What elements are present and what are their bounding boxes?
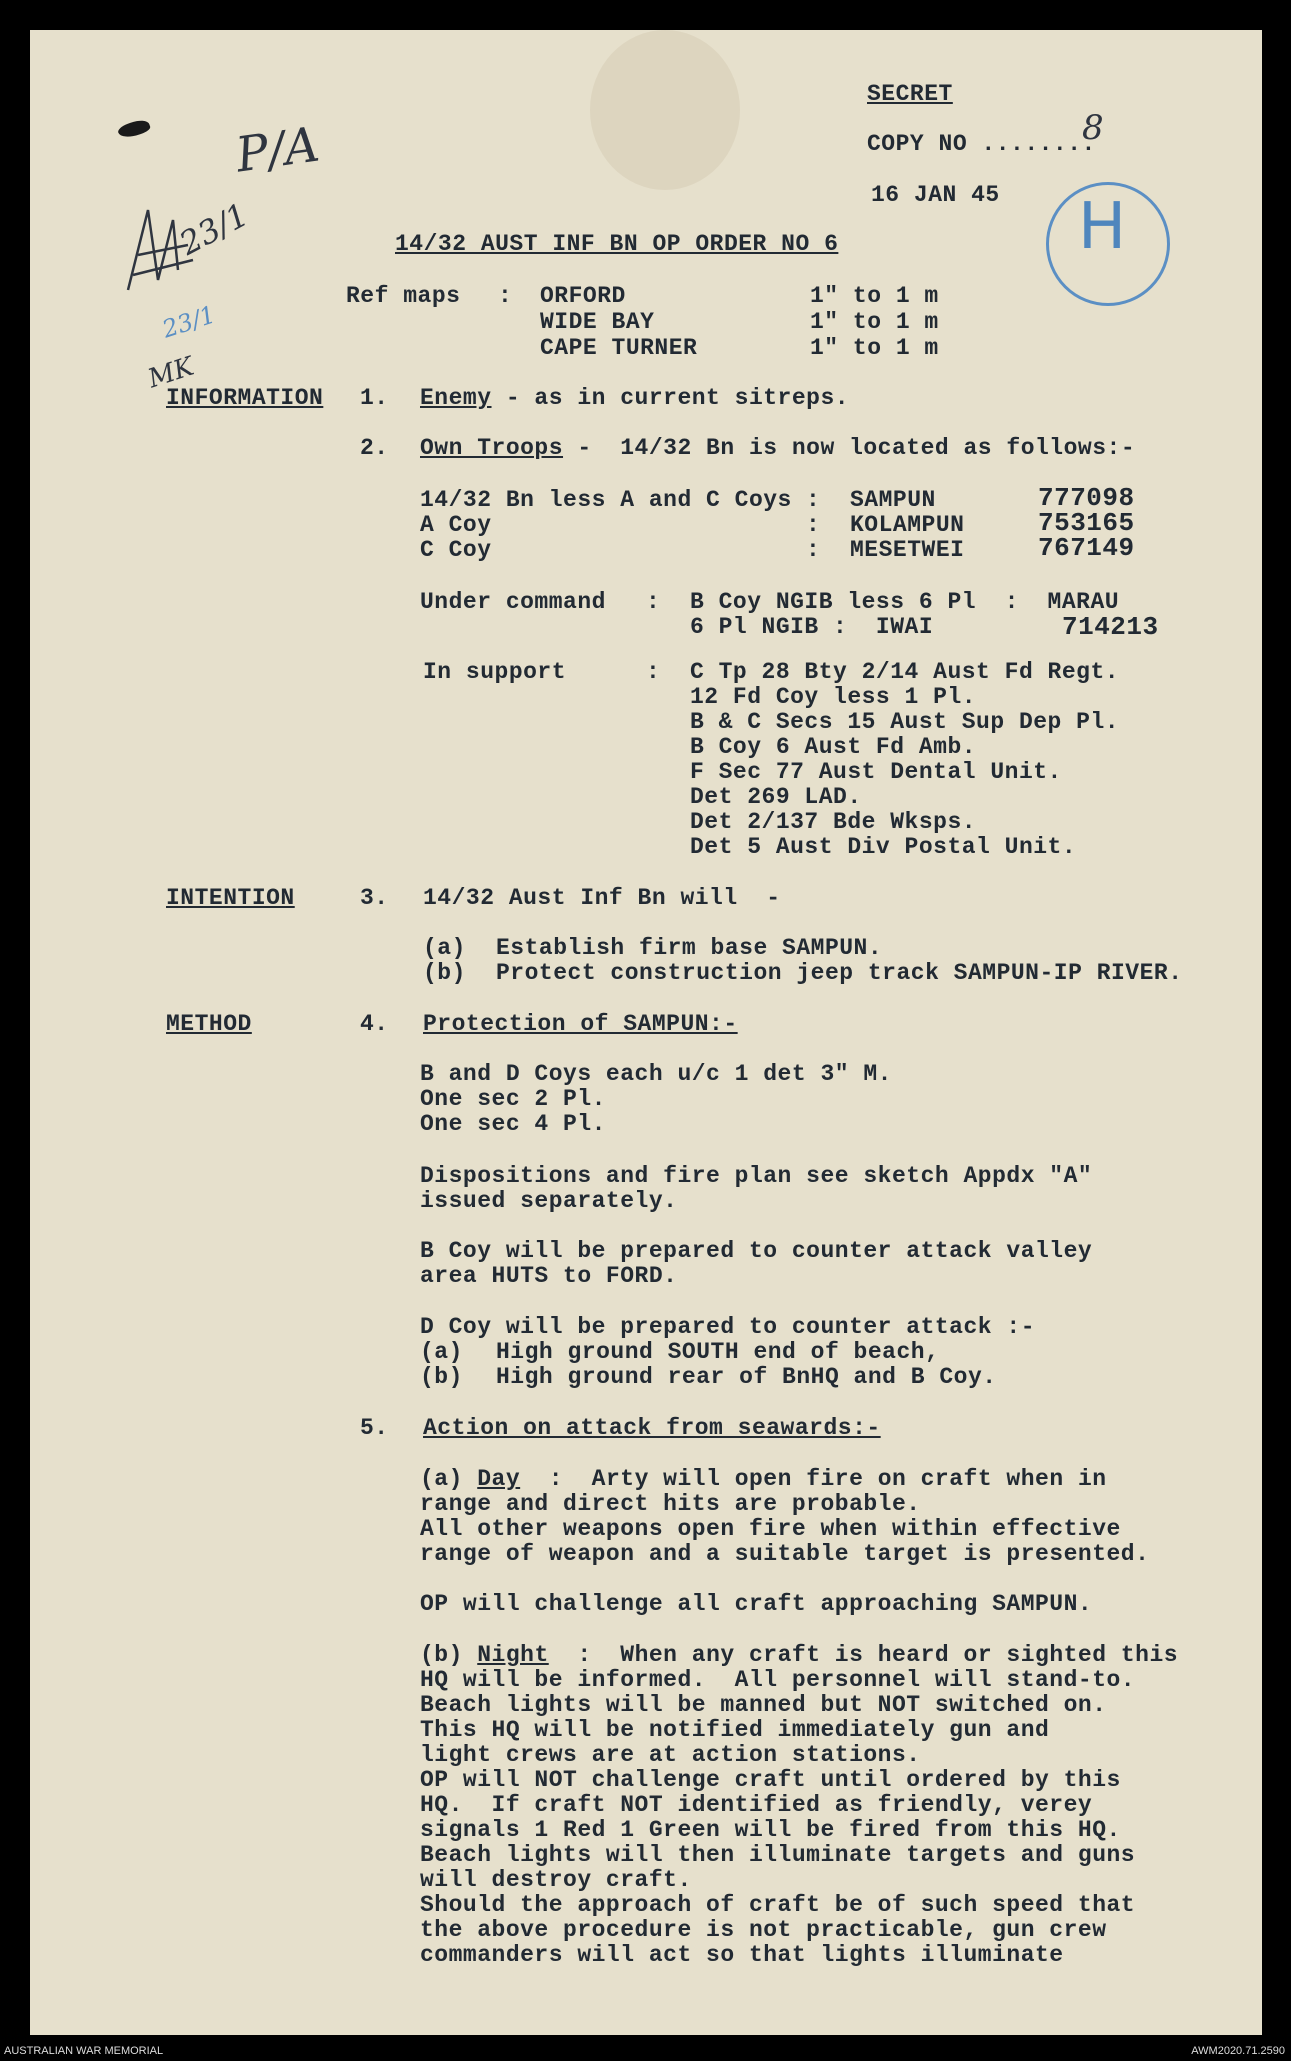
para-number: 5. <box>360 1415 389 1441</box>
method-line: B and D Coys each u/c 1 det 3" M. <box>420 1061 892 1087</box>
item-letter: (b) <box>420 1642 463 1668</box>
location-colon: : <box>806 512 821 538</box>
under-command-line: B Coy NGIB less 6 Pl : MARAU <box>690 589 1120 615</box>
under-command-ref: 714213 <box>1062 612 1159 642</box>
intention-item: Establish firm base SAMPUN. <box>496 935 883 961</box>
location-place: KOLAMPUN <box>850 512 965 538</box>
support-unit: Det 269 LAD. <box>690 784 862 810</box>
map-scale: 1" to 1 m <box>810 335 939 361</box>
day-text: : Arty will open fire on craft when in <box>520 1466 1107 1492</box>
night-line: This HQ will be notified immediately gun and <box>420 1717 1050 1743</box>
date: 16 JAN 45 <box>871 182 1000 208</box>
para-number: 2. <box>360 435 389 461</box>
paper-stain <box>590 30 740 190</box>
location-unit: C Coy <box>420 537 492 563</box>
location-ref: 767149 <box>1038 533 1135 563</box>
document-page <box>30 30 1262 2035</box>
ref-maps-label: Ref maps <box>346 283 461 309</box>
location-colon: : <box>806 537 821 563</box>
para-label: Own Troops <box>420 435 564 461</box>
copy-number-handwritten: 8 <box>1082 108 1104 148</box>
in-support-colon: : <box>646 659 661 685</box>
section-heading-method: METHOD <box>166 1011 252 1037</box>
support-unit: F Sec 77 Aust Dental Unit. <box>690 759 1062 785</box>
classification: SECRET <box>867 81 953 107</box>
op-challenge-line: OP will challenge all craft approaching SAMPUN. <box>420 1591 1093 1617</box>
map-name: WIDE BAY <box>540 309 655 335</box>
location-ref: 777098 <box>1038 483 1135 513</box>
copy-number: COPY NO ........ <box>867 131 1096 157</box>
para-title: Protection of SAMPUN:- <box>423 1011 738 1037</box>
method-line: Dispositions and fire plan see sketch Appdx "A" <box>420 1163 1093 1189</box>
night-line: Beach lights will be manned but NOT switched on. <box>420 1692 1107 1718</box>
para-2 <box>420 436 1135 461</box>
under-command-line: 6 Pl NGIB : IWAI <box>690 614 934 640</box>
night-line: the above procedure is not practicable, gun crew <box>420 1917 1107 1943</box>
day-line: range of weapon and a suitable target is presented. <box>420 1541 1150 1567</box>
method-line: area HUTS to FORD. <box>420 1263 678 1289</box>
margin-note-blue: 23/1 <box>158 300 219 344</box>
night-line: HQ. If craft NOT identified as friendly, verey <box>420 1792 1093 1818</box>
method-line: issued separately. <box>420 1188 678 1214</box>
method-line: B Coy will be prepared to counter attack valley <box>420 1238 1093 1264</box>
location-colon: : <box>806 487 821 513</box>
para-label: Enemy <box>420 385 492 411</box>
stamp-letter: H <box>1078 190 1127 264</box>
night-line: light crews are at action stations. <box>420 1742 921 1768</box>
method-item: High ground SOUTH end of beach, <box>496 1339 940 1365</box>
under-command-colon: : <box>646 589 661 615</box>
map-name: ORFORD <box>540 283 626 309</box>
para-number: 3. <box>360 885 389 911</box>
margin-note-initials: MK <box>144 351 198 395</box>
support-unit: Det 5 Aust Div Postal Unit. <box>690 834 1077 860</box>
section-heading-intention: INTENTION <box>166 885 295 911</box>
night-line: Should the approach of craft be of such speed that <box>420 1892 1136 1918</box>
para-title: Action on attack from seawards:- <box>423 1415 881 1441</box>
location-unit: A Coy <box>420 512 492 538</box>
support-unit: B Coy 6 Aust Fd Amb. <box>690 734 977 760</box>
night-line: commanders will act so that lights illuminate <box>420 1942 1064 1968</box>
support-unit: 12 Fd Coy less 1 Pl. <box>690 684 977 710</box>
location-unit: 14/32 Bn less A and C Coys <box>420 487 792 513</box>
location-place: SAMPUN <box>850 487 936 513</box>
map-scale: 1" to 1 m <box>810 283 939 309</box>
method-line: One sec 2 Pl. <box>420 1086 606 1112</box>
signature-scribble <box>118 200 198 300</box>
under-command-label: Under command <box>420 589 606 615</box>
margin-note-pa: P/A <box>232 116 323 184</box>
map-name: CAPE TURNER <box>540 335 698 361</box>
item-letter: (b) <box>420 1364 463 1390</box>
para-1 <box>420 386 849 411</box>
method-item: High ground rear of BnHQ and B Coy. <box>496 1364 997 1390</box>
location-place: MESETWEI <box>850 537 965 563</box>
intention-item: Protect construction jeep track SAMPUN-IP RIVER. <box>496 960 1183 986</box>
support-unit: Det 2/137 Bde Wksps. <box>690 809 977 835</box>
item-letter: (b) <box>423 960 466 986</box>
ref-maps-colon: : <box>498 283 513 309</box>
item-letter: (a) <box>423 935 466 961</box>
in-support-label: In support <box>423 659 567 685</box>
day-line: All other weapons open fire when within effective <box>420 1516 1121 1542</box>
night-line: Beach lights will then illuminate targets and guns <box>420 1842 1136 1868</box>
day-line: range and direct hits are probable. <box>420 1491 921 1517</box>
intention-text: 14/32 Aust Inf Bn will - <box>423 885 781 911</box>
support-unit: B & C Secs 15 Aust Sup Dep Pl. <box>690 709 1120 735</box>
item-letter: (a) <box>420 1466 463 1492</box>
footer-accession: AWM2020.71.2590 <box>1191 2045 1285 2057</box>
day-label: Day <box>477 1466 521 1492</box>
method-line: D Coy will be prepared to counter attack :- <box>420 1314 1035 1340</box>
torn-mark <box>117 117 152 141</box>
para-text: - 14/32 Bn is now located as follows:- <box>563 435 1136 461</box>
method-line: One sec 4 Pl. <box>420 1111 606 1137</box>
margin-note-date: 23/1 <box>173 195 255 263</box>
night-text: : When any craft is heard or sighted this <box>548 1642 1179 1668</box>
section-heading-information: INFORMATION <box>166 385 324 411</box>
location-ref: 753165 <box>1038 508 1135 538</box>
day-line <box>420 1467 1107 1492</box>
footer-institution: AUSTRALIAN WAR MEMORIAL <box>4 2045 164 2057</box>
map-scale: 1" to 1 m <box>810 309 939 335</box>
para-text: - as in current sitreps. <box>491 385 850 411</box>
item-letter: (a) <box>420 1339 463 1365</box>
night-line: HQ will be informed. All personnel will stand-to. <box>420 1667 1136 1693</box>
para-number: 1. <box>360 385 389 411</box>
night-label: Night <box>477 1642 549 1668</box>
night-line: OP will NOT challenge craft until ordered by this <box>420 1767 1121 1793</box>
night-line: will destroy craft. <box>420 1867 692 1893</box>
night-line: signals 1 Red 1 Green will be fired from this HQ. <box>420 1817 1121 1843</box>
para-number: 4. <box>360 1011 389 1037</box>
order-title: 14/32 AUST INF BN OP ORDER NO 6 <box>395 231 839 257</box>
night-line <box>420 1643 1178 1668</box>
support-unit: C Tp 28 Bty 2/14 Aust Fd Regt. <box>690 659 1120 685</box>
